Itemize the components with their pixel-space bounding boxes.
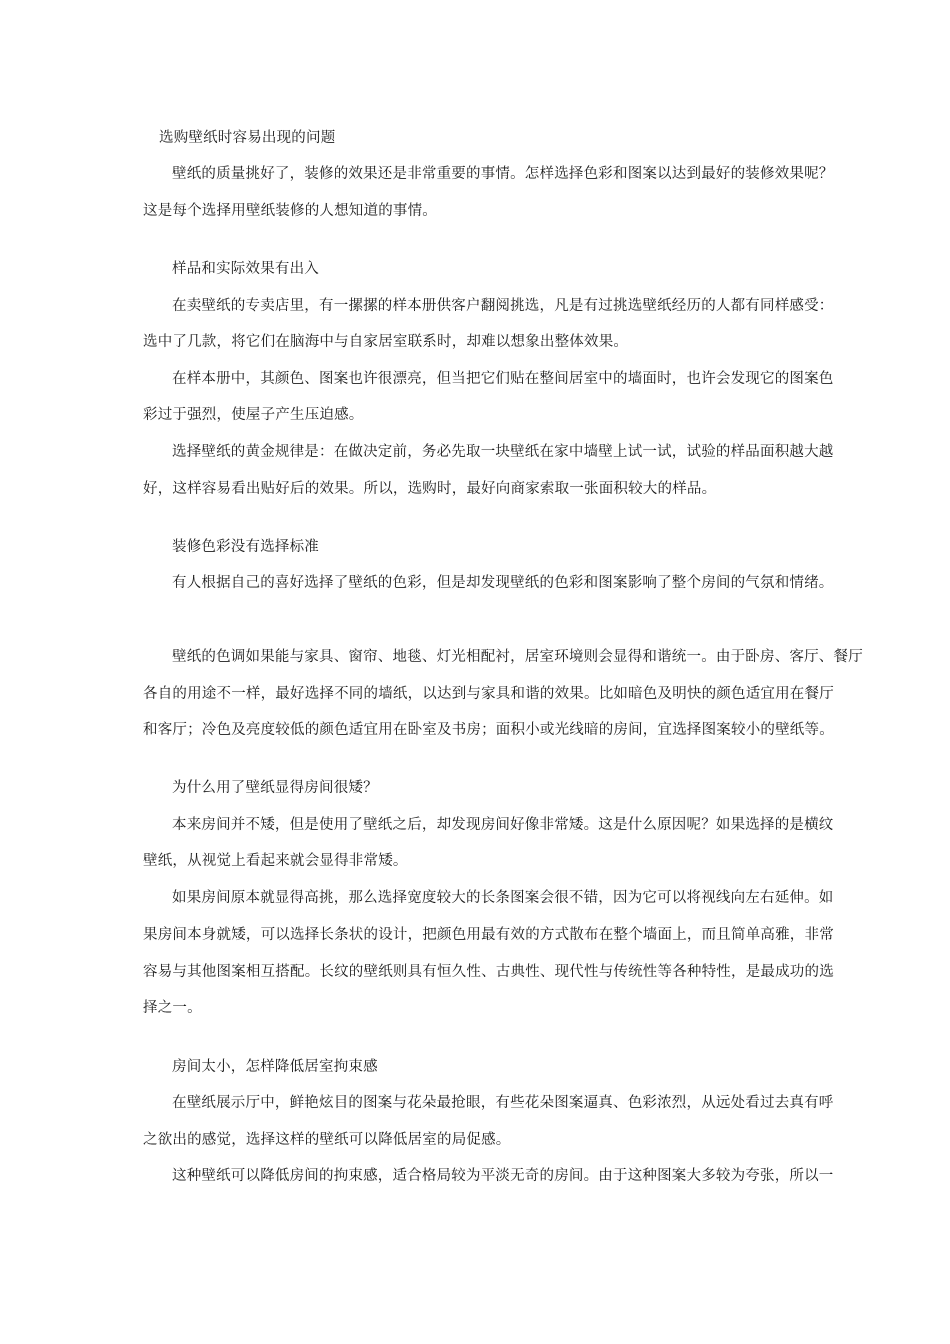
- paragraph-line: 果房间本身就矮，可以选择长条状的设计，把颜色用最有效的方式散布在整个墙面上，而且简单高雅，非常: [143, 927, 834, 943]
- intro-paragraph-line: 这是每个选择用壁纸装修的人想知道的事情。: [143, 203, 437, 219]
- paragraph-line: 彩过于强烈，使屋子产生压迫感。: [143, 407, 364, 423]
- paragraph-line: 本来房间并不矮，但是使用了壁纸之后，却发现房间好像非常矮。这是什么原因呢？如果选择的是横纹: [172, 817, 834, 833]
- paragraph-line: 在卖壁纸的专卖店里，有一摞摞的样本册供客户翻阅挑选，凡是有过挑选壁纸经历的人都有同样感受：: [172, 298, 834, 314]
- intro-paragraph-line: 壁纸的质量挑好了，装修的效果还是非常重要的事情。怎样选择色彩和图案以达到最好的装修效果呢？: [172, 166, 834, 182]
- paragraph-line: 壁纸，从视觉上看起来就会显得非常矮。: [143, 853, 408, 869]
- section-heading: 样品和实际效果有出入: [172, 261, 319, 277]
- paragraph-line: 各自的用途不一样，最好选择不同的墙纸，以达到与家具和谐的效果。比如暗色及明快的颜色适宜用在餐厅: [143, 686, 834, 702]
- paragraph-line: 容易与其他图案相互搭配。长纹的壁纸则具有恒久性、古典性、现代性与传统性等各种特性，是最成功的选: [143, 964, 834, 980]
- section-heading: 房间太小，怎样降低居室拘束感: [172, 1059, 378, 1075]
- paragraph-line: 选中了几款，将它们在脑海中与自家居室联系时，却难以想象出整体效果。: [143, 334, 629, 350]
- paragraph-line: 择之一。: [143, 1000, 202, 1016]
- section-heading: 装修色彩没有选择标准: [172, 539, 319, 555]
- document-title: 选购壁纸时容易出现的问题: [159, 130, 336, 146]
- paragraph-line: 如果房间原本就显得高挑，那么选择宽度较大的长条图案会很不错，因为它可以将视线向左右延伸。如: [172, 890, 834, 906]
- paragraph-line: 好，这样容易看出贴好后的效果。所以，选购时，最好向商家索取一张面积较大的样品。: [143, 481, 717, 497]
- paragraph-line: 壁纸的色调如果能与家具、窗帘、地毯、灯光相配衬，居室环境则会显得和谐统一。由于卧房、客厅、餐厅: [172, 649, 863, 665]
- paragraph-line: 在样本册中，其颜色、图案也许很漂亮，但当把它们贴在整间居室中的墙面时，也许会发现它的图案色: [172, 371, 834, 387]
- paragraph-line: 和客厅；冷色及亮度较低的颜色适宜用在卧室及书房；面积小或光线暗的房间，宜选择图案较小的壁纸等。: [143, 722, 834, 738]
- paragraph-line: 这种壁纸可以降低房间的拘束感，适合格局较为平淡无奇的房间。由于这种图案大多较为夸张，所以一: [172, 1168, 834, 1184]
- paragraph-line: 选择壁纸的黄金规律是：在做决定前，务必先取一块壁纸在家中墙壁上试一试，试验的样品面积越大越: [172, 444, 834, 460]
- paragraph-line: 在壁纸展示厅中，鲜艳炫目的图案与花朵最抢眼，有些花朵图案逼真、色彩浓烈，从远处看过去真有呼: [172, 1095, 834, 1111]
- paragraph-line: 有人根据自己的喜好选择了壁纸的色彩，但是却发现壁纸的色彩和图案影响了整个房间的气氛和情绪。: [172, 575, 834, 591]
- paragraph-line: 之欲出的感觉，选择这样的壁纸可以降低居室的局促感。: [143, 1132, 511, 1148]
- section-heading: 为什么用了壁纸显得房间很矮？: [172, 780, 378, 796]
